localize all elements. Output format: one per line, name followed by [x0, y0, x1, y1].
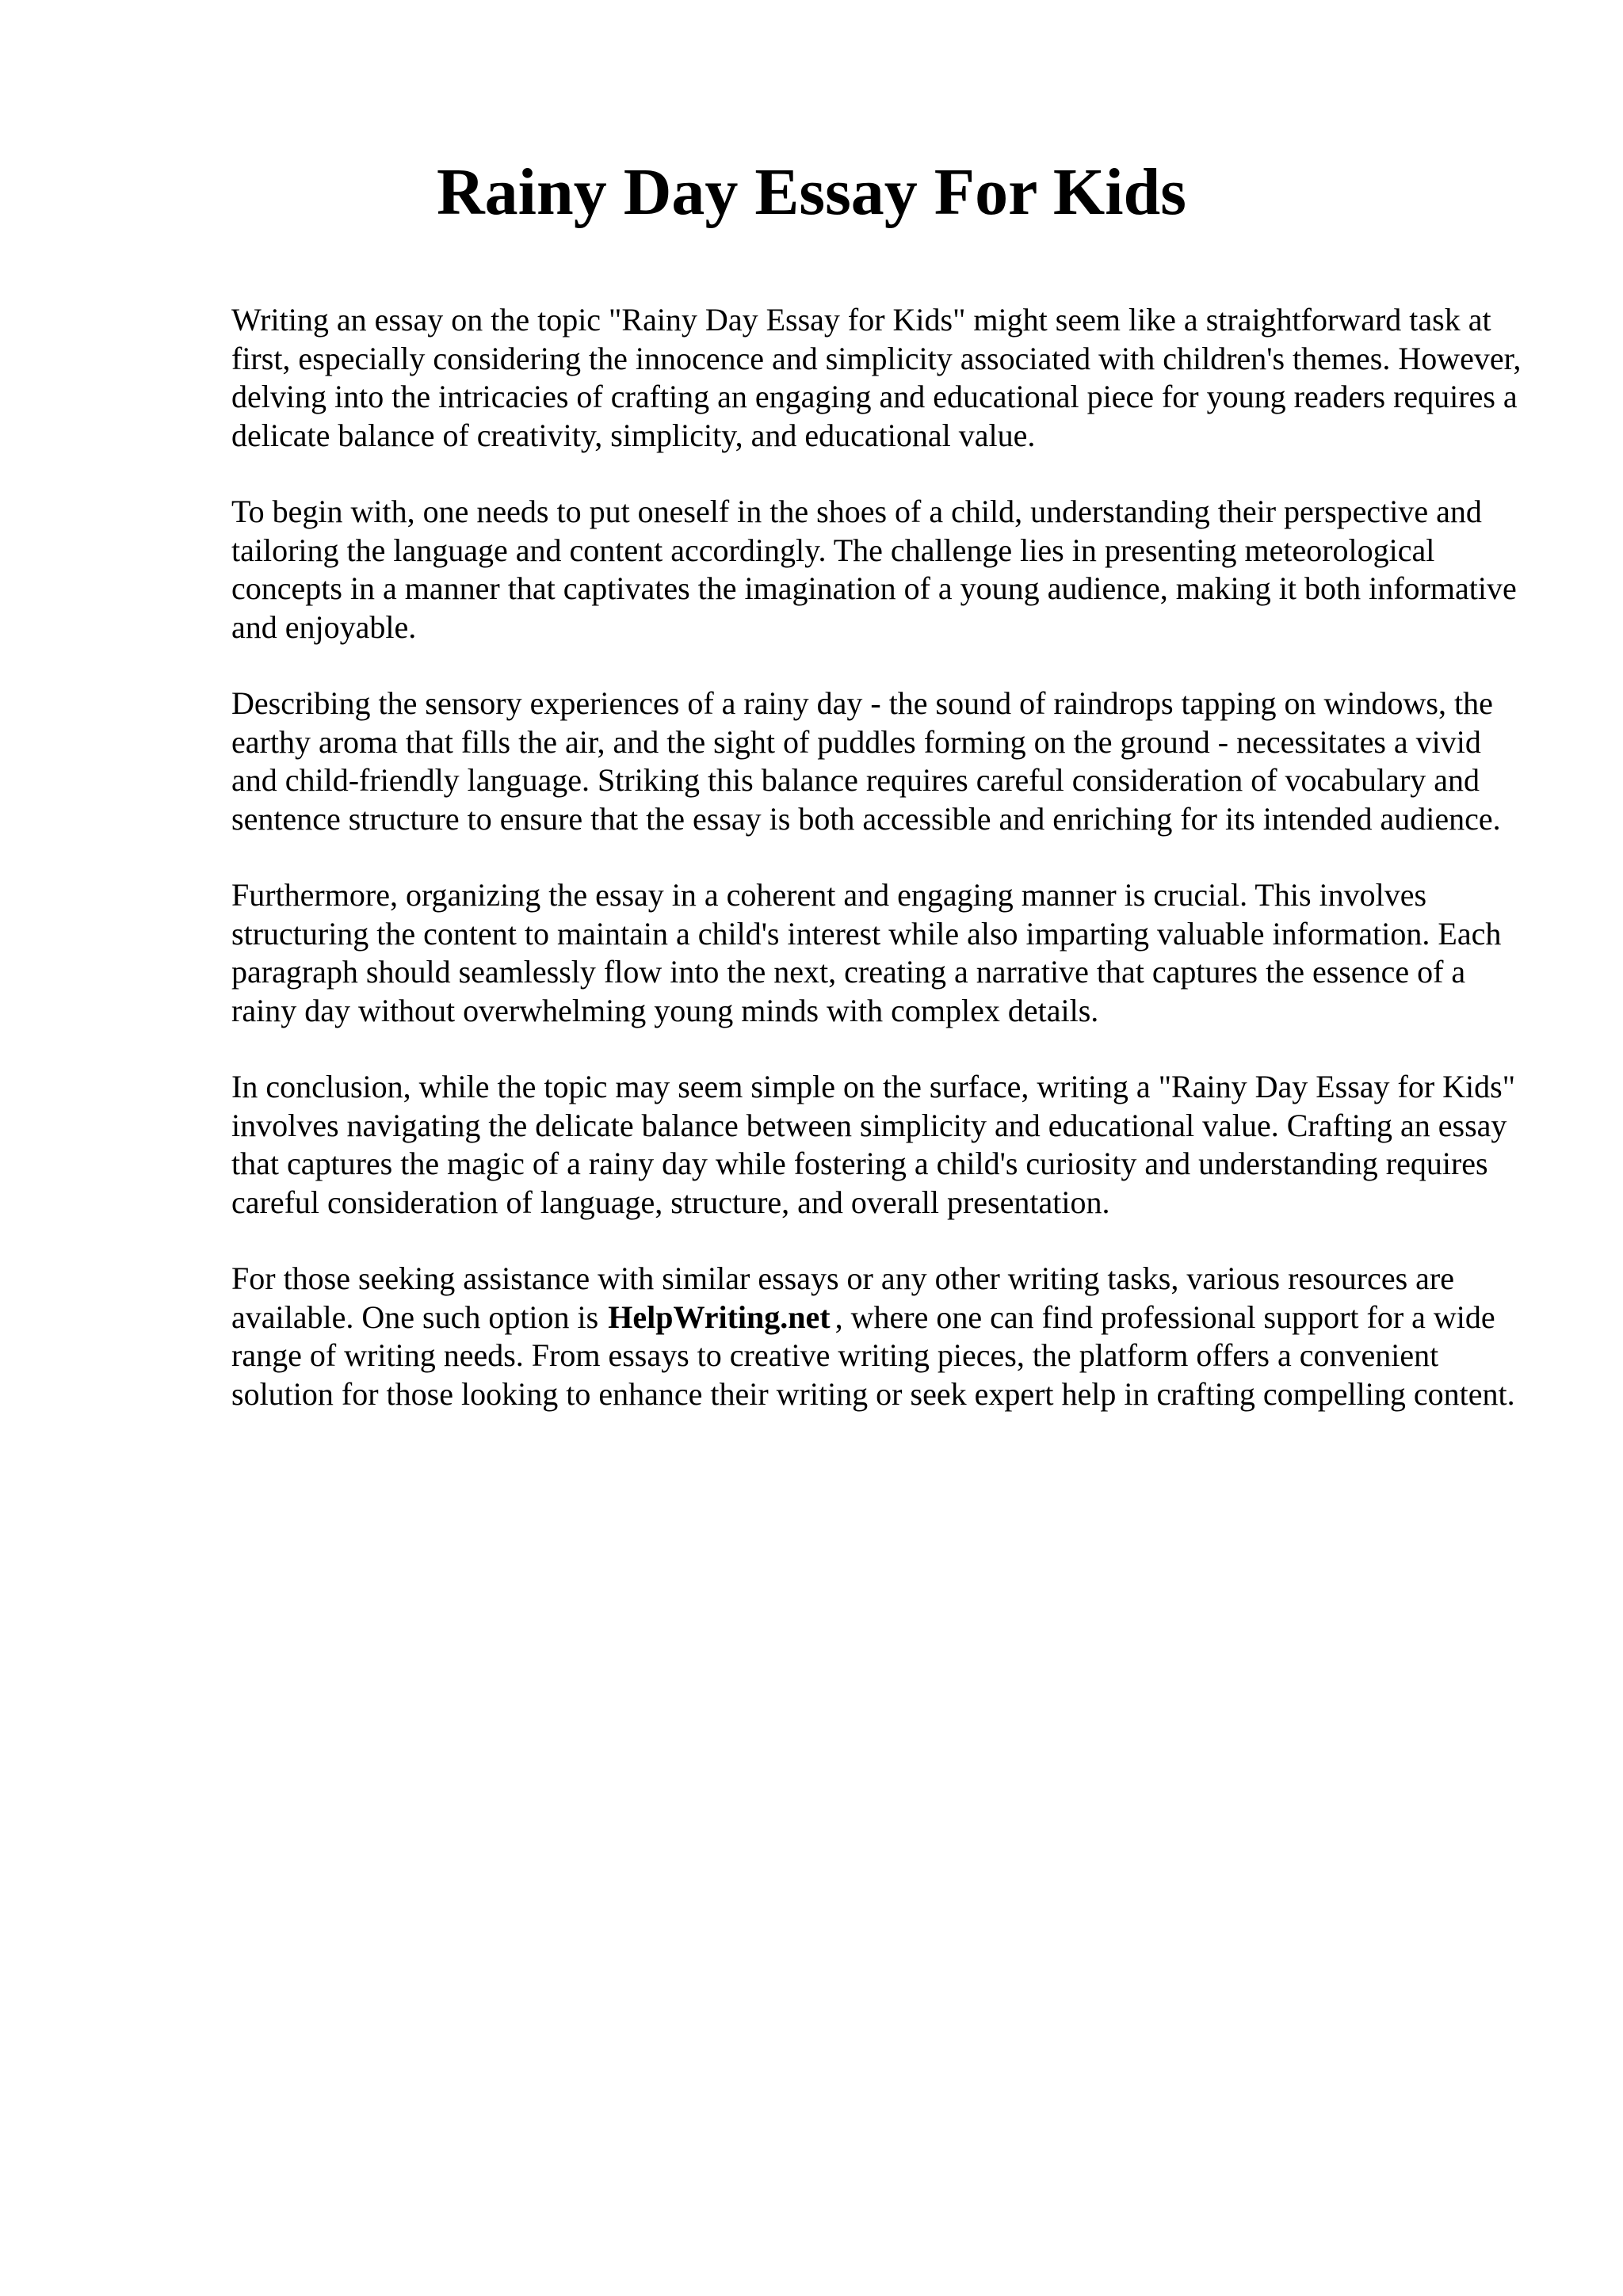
paragraph-4: Furthermore, organizing the essay in a coherent and engaging manner is crucial. This involves structuring the content to maintain a child's interest while also imparting valuable information. Each paragraph should seamlessly flow into the next, creating a narrative that captures the essence of a rainy day without overwhelming young minds with complex details.: [231, 877, 1502, 1028]
paragraph-1: Writing an essay on the topic "Rainy Day Essay for Kids" might seem like a straightforward task at first, especially considering the innocence and simplicity associated with children's themes. However, delving into the intricacies of crafting an engaging and educational piece for young readers requires a delicate balance of creativity, simplicity, and educational value.: [231, 302, 1522, 453]
paragraph-2: To begin with, one needs to put oneself in the shoes of a child, understanding their perspective and tailoring the language and content accordingly. The challenge lies in presenting meteorological concepts in a manner that captivates the imagination of a young audience, making it both informative and enjoyable.: [231, 494, 1517, 645]
page-title: Rainy Day Essay For Kids: [437, 155, 1186, 229]
paragraph-6-intro: For those seeking assistance with similar essays or any other writing tasks, various resources are available. One such option is: [231, 1261, 1454, 1335]
helpwriting-link[interactable]: HelpWriting.net: [608, 1299, 831, 1335]
paragraph-5: In conclusion, while the topic may seem simple on the surface, writing a "Rainy Day Essay for Kids" involves navigating the delicate balance between simplicity and educational value. Crafting an essay that captures the magic of a rainy day while fostering a child's curiosity and understanding requires careful consideration of language, structure, and overall presentation.: [231, 1069, 1516, 1220]
essay-body: [231, 301, 1531, 1451]
paragraph-6: [231, 1260, 1531, 1413]
paragraph-3: Describing the sensory experiences of a rainy day - the sound of raindrops tapping on windows, the earthy aroma that fills the air, and the sight of puddles forming on the ground - necessitates a vivid and child-friendly language. Striking this balance requires careful consideration of vocabulary and sentence structure to ensure that the essay is both accessible and enriching for its intended audience.: [231, 685, 1501, 837]
paragraph-6-rest: , where one can find professional support for a wide range of writing needs. From essays to creative writing pieces, the platform offers a convenient solution for those looking to enhance their writing or seek expert help in crafting compelling content.: [231, 1299, 1515, 1412]
